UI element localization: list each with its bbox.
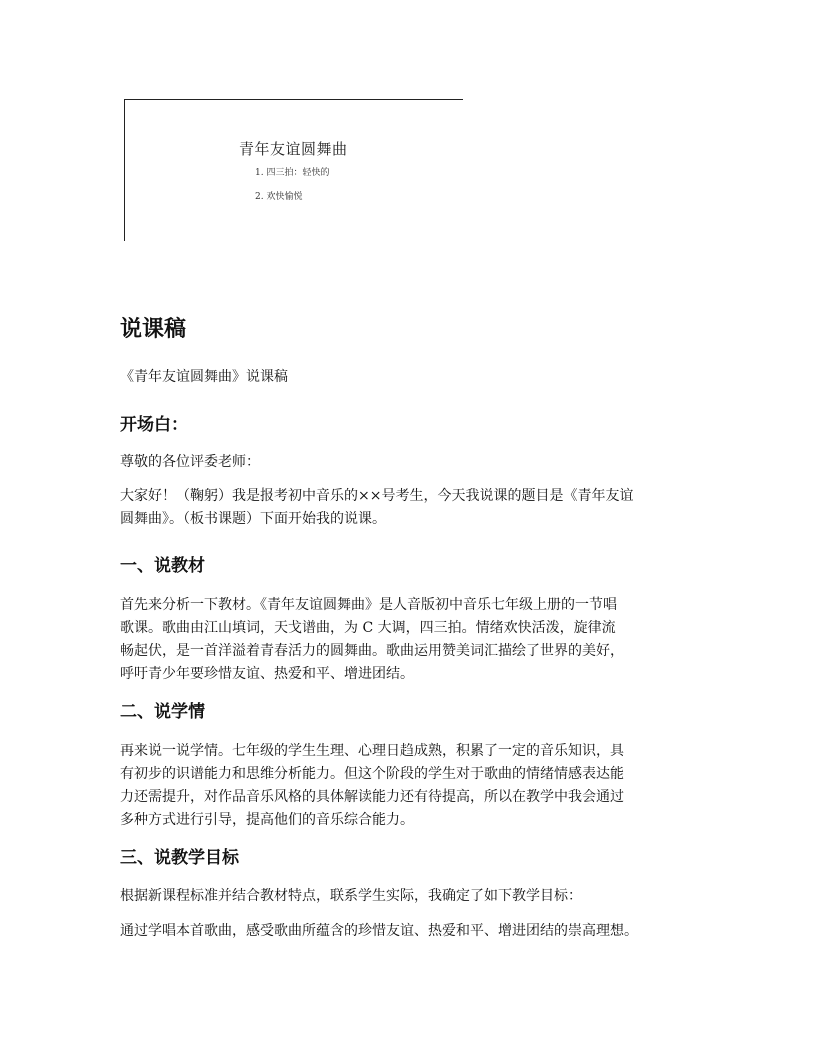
board-title: 青年友谊圆舞曲 <box>239 140 348 158</box>
paragraph-line: 圆舞曲》。（板书课题）下面开始我的说课。 <box>120 511 386 527</box>
paragraph-line: 大家好！（鞠躬）我是报考初中音乐的××号考生，今天我说课的题目是《青年友谊 <box>120 488 634 504</box>
paragraph-line: 多种方式进行引导，提高他们的音乐综合能力。 <box>120 812 414 828</box>
section-heading-students: 二、说学情 <box>120 702 205 722</box>
board-list <box>255 166 329 214</box>
document-subtitle: 《青年友谊圆舞曲》说课稿 <box>120 369 288 385</box>
paragraph: 通过学唱本首歌曲，感受歌曲所蕴含的珍惜友谊、热爱和平、增进团结的崇高理想。 <box>120 923 638 939</box>
paragraph-line: 有初步的识谱能力和思维分析能力。但这个阶段的学生对于歌曲的情绪情感表达能 <box>120 766 624 782</box>
section-heading-objectives: 三、说教学目标 <box>120 848 239 868</box>
section-heading-opening: 开场白： <box>120 415 188 435</box>
paragraph-line: 歌课。歌曲由江山填词，天戈谱曲，为 C 大调，四三拍。情绪欢快活泼，旋律流 <box>120 620 616 636</box>
paragraph-line: 首先来分析一下教材。《青年友谊圆舞曲》是人音版初中音乐七年级上册的一节唱 <box>120 597 617 613</box>
paragraph-line: 力还需提升，对作品音乐风格的具体解读能力还有待提高，所以在教学中我会通过 <box>120 789 624 805</box>
section-heading-textbook: 一、说教材 <box>120 556 205 576</box>
blackboard-sketch <box>124 99 463 241</box>
paragraph-line: 再来说一说学情。七年级的学生生理、心理日趋成熟，积累了一定的音乐知识，具 <box>120 743 624 759</box>
paragraph-line: 畅起伏，是一首洋溢着青春活力的圆舞曲。歌曲运用赞美词汇描绘了世界的美好， <box>120 643 624 659</box>
document-title: 说课稿 <box>120 316 187 342</box>
board-item: 2. 欢快愉悦 <box>255 192 303 202</box>
paragraph: 根据新课程标准并结合教材特点，联系学生实际，我确定了如下教学目标： <box>120 888 582 904</box>
paragraph: 尊敬的各位评委老师： <box>120 454 260 470</box>
paragraph-line: 呼吁青少年要珍惜友谊、热爱和平、增进团结。 <box>120 666 414 682</box>
board-item: 1. 四三拍：轻快的 <box>255 168 330 178</box>
